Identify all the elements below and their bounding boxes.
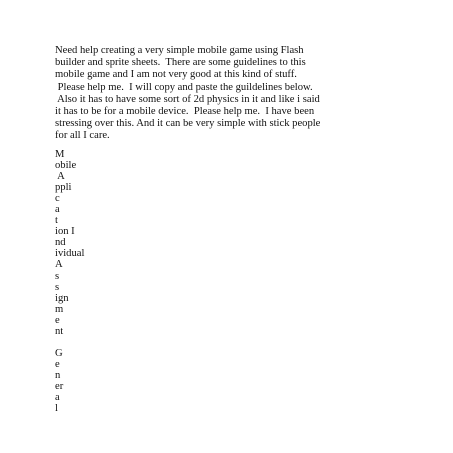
text-fragment: s	[55, 281, 60, 293]
paragraph-line: Also it has to have some sort of 2d physics in it and like i said	[55, 93, 320, 105]
text-fragment: s	[55, 270, 60, 282]
text-fragment: a	[55, 204, 60, 216]
text-fragment: G	[55, 347, 63, 359]
text-fragment: t	[55, 215, 58, 227]
text-fragment: n	[55, 369, 61, 381]
text-fragment: m	[55, 303, 64, 315]
text-fragment: ign	[55, 292, 69, 304]
paragraph-line: builder and sprite sheets. There are some guidelines to this	[55, 57, 306, 69]
paragraph-line: Need help creating a very simple mobile game using Flash	[55, 45, 304, 56]
text-fragment: l	[55, 403, 58, 415]
text-fragment: A	[55, 259, 63, 271]
paragraph-line: for all I care.	[55, 130, 110, 142]
paragraph-line: mobile game and I am not very good at this kind of stuff.	[55, 69, 297, 81]
text-fragment: nt	[55, 325, 64, 337]
text-fragment: er	[55, 380, 64, 392]
text-fragment: A	[55, 171, 65, 183]
text-fragment: ividual	[55, 248, 85, 260]
text-fragment: a	[55, 392, 60, 404]
text-fragment: ppli	[55, 182, 72, 194]
intro-paragraph	[55, 45, 435, 143]
text-fragment: e	[55, 358, 60, 370]
blank-line	[55, 337, 84, 348]
text-fragment: obile	[55, 160, 77, 172]
paragraph-line: it has to be for a mobile device. Please help me. I have been	[55, 106, 315, 118]
vertical-heading-text	[55, 149, 84, 414]
text-fragment: nd	[55, 237, 66, 249]
paragraph-line: stressing over this. And it can be very simple with stick people	[55, 118, 321, 130]
text-fragment: ion I	[55, 226, 75, 238]
text-fragment: M	[55, 149, 65, 160]
text-fragment: e	[55, 314, 60, 326]
text-fragment: c	[55, 193, 60, 205]
paragraph-line: Please help me. I will copy and paste the guildelines below.	[55, 81, 313, 93]
